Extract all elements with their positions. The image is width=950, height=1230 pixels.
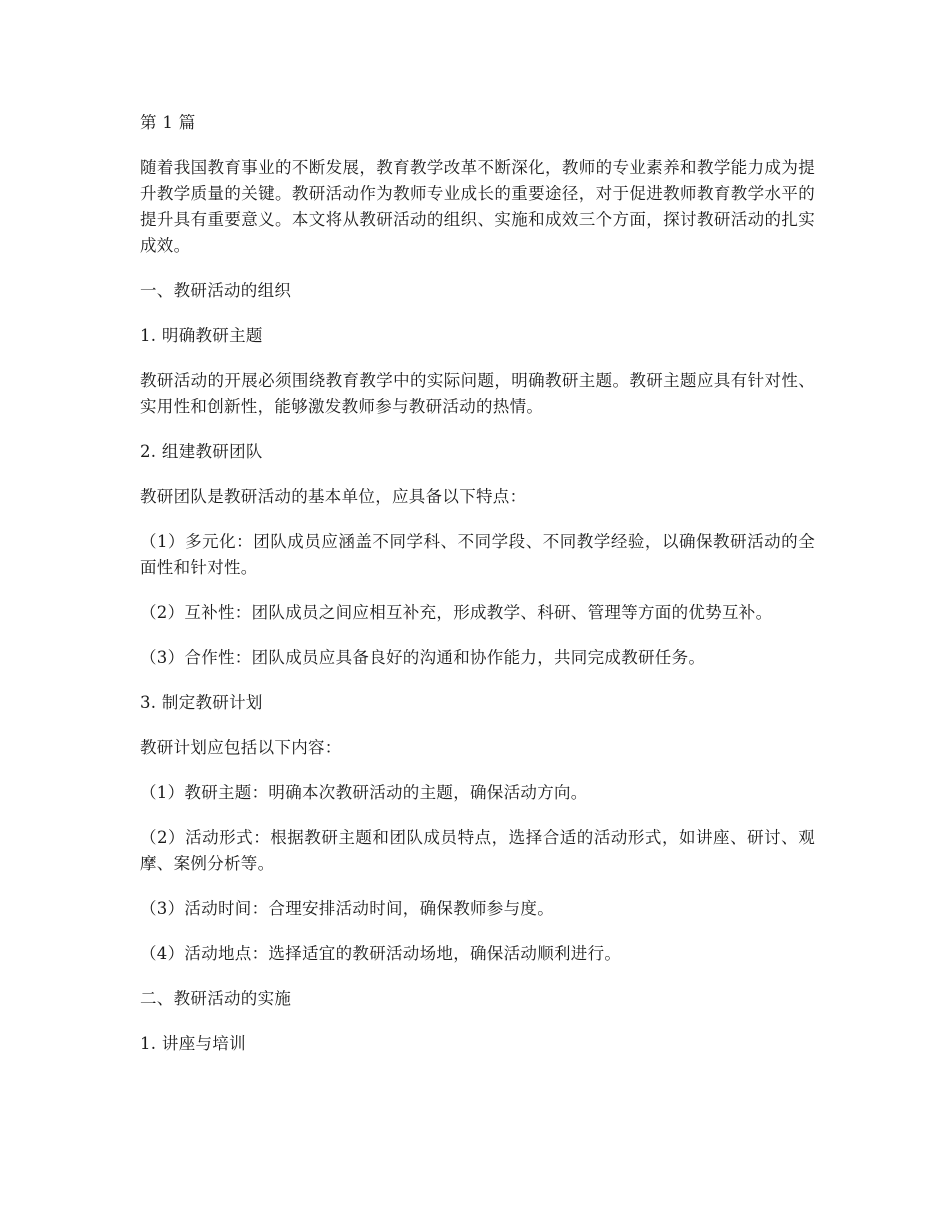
- list-item-complementarity: （2）互补性：团队成员之间应相互补充，形成教学、科研、管理等方面的优势互补。: [140, 603, 773, 622]
- heading-implementation: 二、教研活动的实施: [140, 989, 292, 1008]
- list-item-location: （4）活动地点：选择适宜的教研活动场地，确保活动顺利进行。: [140, 944, 622, 963]
- paragraph-plan: 教研计划应包括以下内容：: [140, 738, 342, 757]
- intro-paragraph: 随着我国教育事业的不断发展，教育教学改革不断深化，教师的专业素养和教学能力成为提升教学质量的关键。教研活动作为教师专业成长的重要途径，对于促进教师教育教学水平的提升具有重要意义。本文将从教研活动的组织、实施和成效三个方面，探讨教研活动的扎实成效。: [140, 158, 815, 255]
- document-body: [140, 110, 815, 1076]
- subheading-lectures: 1. 讲座与培训: [140, 1034, 246, 1053]
- list-item-cooperation: （3）合作性：团队成员应具备良好的沟通和协作能力，共同完成教研任务。: [140, 648, 706, 667]
- list-item-time: （3）活动时间：合理安排活动时间，确保教师参与度。: [140, 899, 554, 918]
- subheading-theme: 1. 明确教研主题: [140, 326, 263, 345]
- section-label: 第 1 篇: [140, 113, 196, 132]
- paragraph-team: 教研团队是教研活动的基本单位，应具备以下特点：: [140, 487, 527, 506]
- subheading-plan: 3. 制定教研计划: [140, 693, 263, 712]
- list-item-diversity: （1）多元化：团队成员应涵盖不同学科、不同学段、不同教学经验，以确保教研活动的全面性和针对性。: [140, 532, 815, 577]
- subheading-team: 2. 组建教研团队: [140, 442, 263, 461]
- list-item-topic: （1）教研主题：明确本次教研活动的主题，确保活动方向。: [140, 783, 588, 802]
- heading-organization: 一、教研活动的组织: [140, 281, 292, 300]
- paragraph-theme: 教研活动的开展必须围绕教育教学中的实际问题，明确教研主题。教研主题应具有针对性、实用性和创新性，能够激发教师参与教研活动的热情。: [140, 371, 815, 416]
- list-item-format: （2）活动形式：根据教研主题和团队成员特点，选择合适的活动形式，如讲座、研讨、观摩、案例分析等。: [140, 828, 815, 873]
